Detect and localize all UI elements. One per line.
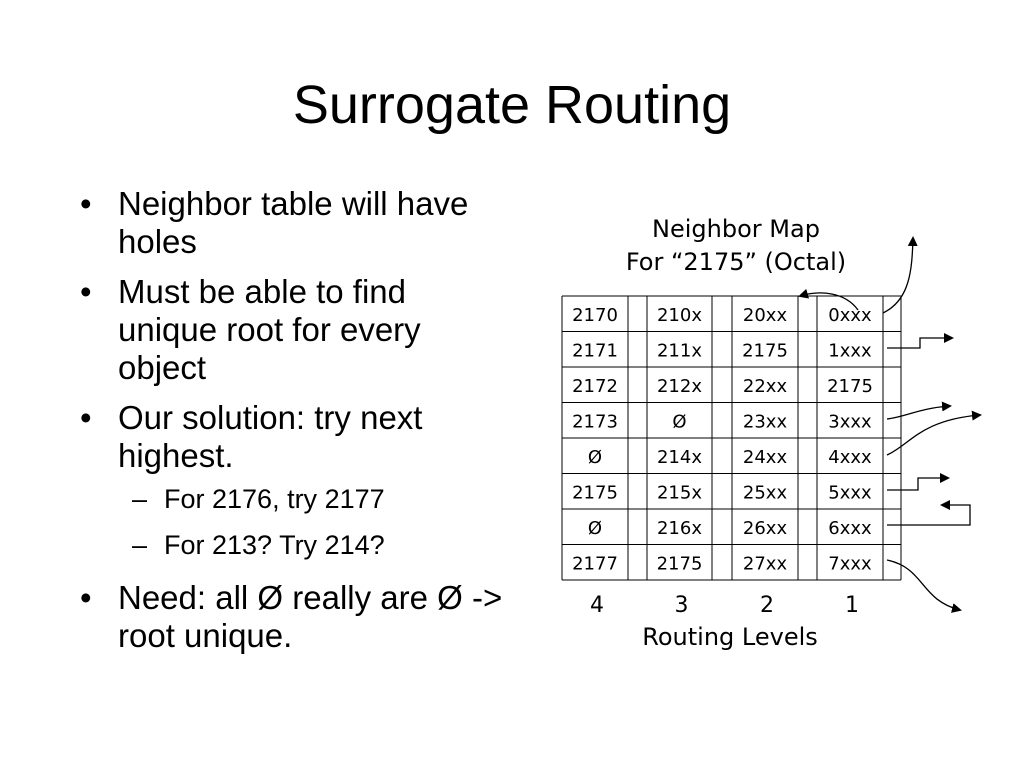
table-cell: 3xxx	[828, 411, 872, 433]
table-cell: 210x	[656, 304, 703, 326]
table-cell: 0xxx	[828, 304, 872, 326]
bullet-glyph: •	[80, 399, 92, 436]
table-cell: 2177	[572, 553, 618, 575]
table-cell: 2175	[827, 375, 873, 397]
routing-level-number: 1	[845, 593, 859, 618]
bullet-text: Neighbor table will have holes	[118, 185, 469, 260]
table-cell: 1xxx	[828, 340, 872, 362]
table-cell: 26xx	[742, 517, 788, 539]
dash-glyph: –	[132, 530, 148, 560]
table-cell: 5xxx	[828, 482, 872, 504]
neighbor-table	[562, 296, 901, 580]
arrow-row-3	[887, 406, 950, 419]
table-cell: 2171	[572, 340, 618, 362]
table-cell: 2172	[572, 375, 618, 397]
table-cell: 6xxx	[828, 517, 872, 539]
table-cell: 23xx	[742, 411, 788, 433]
bullet-text: Must be able to find unique root for every object	[118, 273, 421, 386]
routing-level-number: 4	[590, 593, 604, 618]
routing-level-numbers	[590, 593, 859, 618]
sub-bullet-text: For 213? Try 214?	[164, 530, 385, 560]
bullet-glyph: •	[80, 185, 92, 222]
routing-level-number: 3	[674, 593, 689, 618]
table-cell: Ø	[587, 517, 603, 539]
table-cell: 25xx	[742, 482, 788, 504]
arrow-row-5	[887, 478, 948, 490]
table-cell: 4xxx	[828, 446, 872, 468]
table-cell: 211x	[656, 340, 703, 362]
table-cell: 20xx	[742, 304, 788, 326]
table-cell: 216x	[656, 517, 703, 539]
table-cell: 214x	[656, 446, 703, 468]
bullet-text: Our solution: try next highest.	[118, 399, 423, 474]
table-cell: 2170	[572, 304, 618, 326]
arrow-row-0-up	[883, 238, 913, 313]
routing-levels-label: Routing Levels	[642, 623, 818, 651]
routing-level-number: 2	[760, 593, 774, 618]
neighbor-map-title-line1: Neighbor Map	[652, 215, 820, 243]
table-cell: Ø	[672, 411, 687, 433]
slide-title: Surrogate Routing	[292, 75, 732, 135]
sub-bullet-text: For 2176, try 2177	[164, 484, 385, 514]
table-cell: 2175	[742, 340, 788, 362]
table-cell: 24xx	[742, 446, 788, 468]
table-cell: Ø	[587, 446, 603, 468]
table-cell: 22xx	[742, 375, 788, 397]
dash-glyph: –	[132, 484, 148, 514]
neighbor-map-title-line2: For “2175” (Octal)	[625, 248, 847, 276]
table-cell: 212x	[656, 375, 703, 397]
table-cell: 215x	[656, 482, 703, 504]
table-cell: 27xx	[742, 553, 788, 575]
arrow-row-1	[887, 338, 952, 348]
bullet-text: Need: all Ø really are Ø -> root unique.	[118, 579, 503, 654]
routing-arrows	[800, 238, 980, 610]
table-cell: 7xxx	[828, 553, 872, 575]
bullet-glyph: •	[80, 273, 92, 310]
bullet-glyph: •	[80, 579, 92, 616]
arrow-row-7	[887, 560, 960, 610]
table-cell: 2175	[656, 553, 703, 575]
table-cell: 2173	[572, 411, 618, 433]
arrow-row-6-in	[887, 505, 970, 525]
table-cell: 2175	[572, 482, 618, 504]
